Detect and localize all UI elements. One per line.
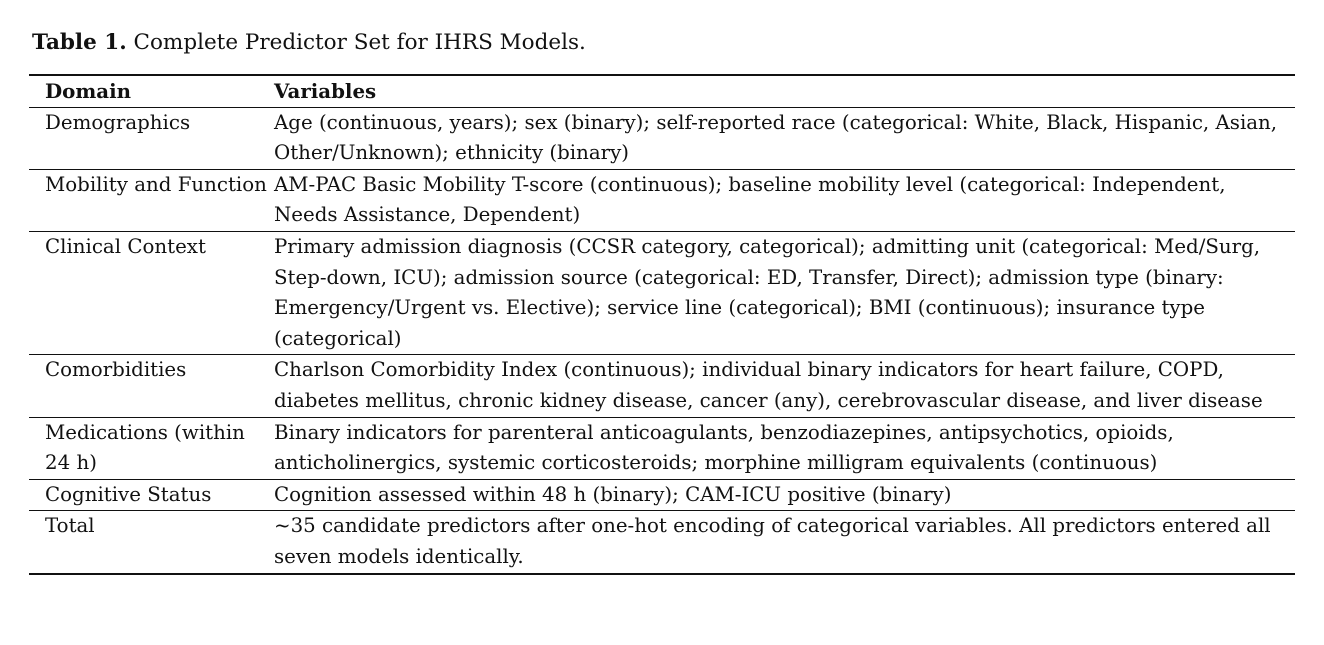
- table-row: [29, 231, 1295, 354]
- row-variables-cell: AM-PAC Basic Mobility T-score (continuous); baseline mobility level (categorical: Independent, Needs Assistance, Dependent): [274, 172, 1226, 227]
- row-variables-cell: Binary indicators for parenteral anticoagulants, benzodiazepines, antipsychotics, opioids, anticholinergics, systemic corticosteroids; morphine milligram equivalents (continuous): [274, 420, 1174, 475]
- predictor-table: [29, 74, 1295, 575]
- row-domain-cell: Medications (within 24 h): [45, 420, 245, 475]
- table-row: [29, 169, 1295, 231]
- row-variables-cell: Cognition assessed within 48 h (binary); CAM-ICU positive (binary): [274, 482, 952, 506]
- table-row: [29, 511, 1295, 574]
- row-variables-cell: ~35 candidate predictors after one-hot encoding of categorical variables. All predictors entered all seven models identically.: [274, 514, 1271, 568]
- table-row: [29, 479, 1295, 511]
- header-domain: Domain: [45, 79, 131, 103]
- row-variables-cell: Age (continuous, years); sex (binary); self-reported race (categorical: White, Black, Hispanic, Asian, Other/Unknown); ethnicity (binary): [274, 110, 1278, 165]
- table-row: [29, 355, 1295, 417]
- row-variables-cell: Primary admission diagnosis (CCSR category, categorical); admitting unit (categorical: Med/Surg, Step-down, ICU); admission source (categorical: ED, Transfer, Direct); admission type (binary: Emergency/Urgent vs. Elective); service line (categorical); BMI (continuous); insurance type (categorical): [274, 234, 1261, 350]
- row-domain-cell: Clinical Context: [45, 234, 206, 258]
- table-row: [29, 417, 1295, 479]
- row-domain-cell: Mobility and Function: [45, 172, 267, 196]
- table-header-row: [29, 75, 1295, 107]
- table-caption-label: Table 1.: [32, 30, 127, 55]
- row-variables-cell: Charlson Comorbidity Index (continuous); individual binary indicators for heart failure, COPD, diabetes mellitus, chronic kidney disease, cancer (any), cerebrovascular disease, and liver disease: [274, 358, 1263, 412]
- row-domain-cell: Cognitive Status: [45, 482, 212, 506]
- row-domain-cell: Comorbidities: [45, 358, 187, 382]
- table-caption-title: Complete Predictor Set for IHRS Models.: [133, 30, 586, 55]
- table-caption: [32, 28, 586, 58]
- header-variables: Variables: [274, 79, 377, 103]
- row-domain-cell: Demographics: [45, 110, 191, 134]
- table-row: [29, 107, 1295, 169]
- row-domain-cell: Total: [45, 514, 95, 538]
